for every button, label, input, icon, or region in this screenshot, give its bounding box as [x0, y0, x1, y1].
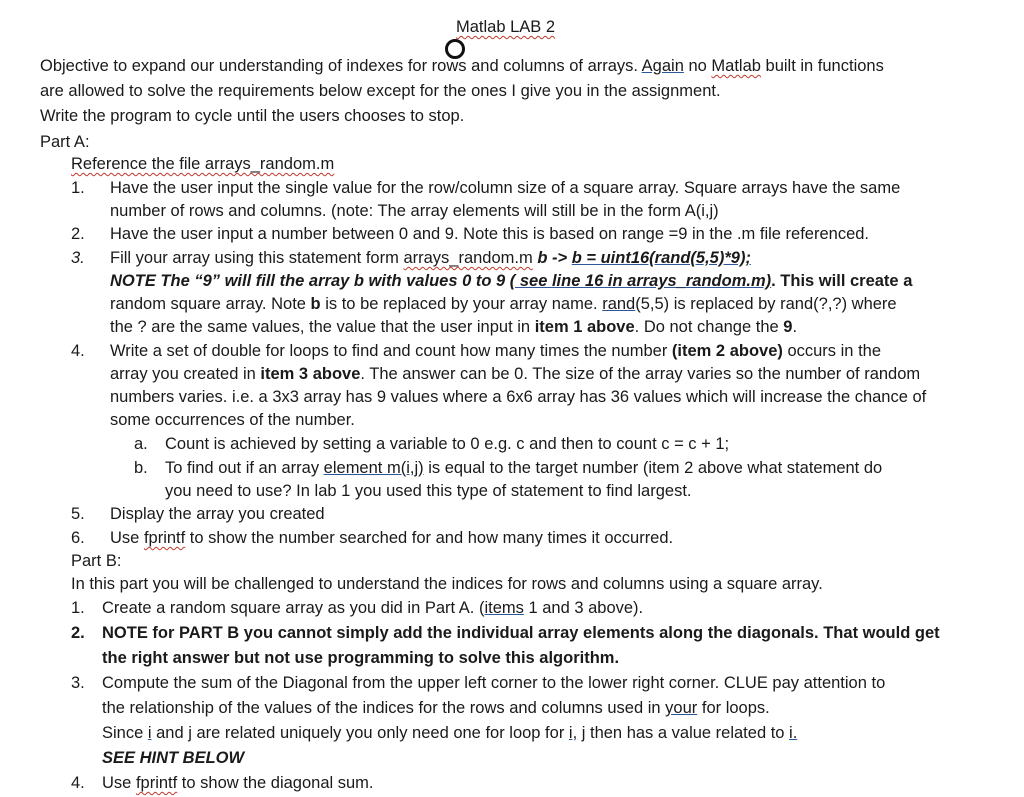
part-b-item-2-line-2: the right answer but not use programming to solve this algorithm.	[102, 649, 620, 667]
item-3-line-3	[110, 293, 897, 315]
item-number: 4.	[71, 774, 85, 792]
item-3-text: (5,5) is replaced by rand(?,?) where	[635, 295, 897, 313]
part-a-heading: Part A:	[40, 133, 90, 151]
item-4-line-1	[110, 340, 881, 362]
rand-word: rand	[602, 295, 636, 313]
item-2-line: Have the user input a number between 0 and 9. Note this is based on range =9 in the .m file referenced.	[110, 225, 870, 243]
item-3-text: .	[792, 318, 798, 336]
subitem-a-line: Count is achieved by setting a variable to 0 e.g. c and then to count c = c + 1;	[165, 435, 730, 453]
item-3-text: . Do not change the	[634, 318, 784, 336]
item-number: 3.	[71, 249, 85, 267]
part-b-text: the relationship of the values of the indices for the rows and columns used in	[102, 699, 666, 717]
part-b-item-1	[102, 597, 643, 619]
your-word: your	[665, 699, 698, 717]
note-text: NOTE The “9” will fill the array b with values 0 to 9	[110, 272, 510, 290]
item-6-line	[110, 527, 673, 549]
fprintf-word: fprintf	[143, 529, 186, 547]
item-3-line-4	[110, 316, 797, 338]
item-6-text: Use	[110, 529, 144, 547]
array-b: b	[310, 295, 321, 313]
item-4-text: . The answer can be 0. The size of the array varies so the number of random	[360, 365, 921, 383]
item-4-line-3: numbers varies. i.e. a 3x3 array has 9 values where a 6x6 array has 36 values which will increase the chance of	[110, 388, 927, 406]
item-number: 3.	[71, 674, 85, 692]
item-4-line-2	[110, 363, 920, 385]
item-3-text: b ->	[532, 249, 572, 267]
item-4-text: occurs in the	[782, 342, 882, 360]
part-b-intro: In this part you will be challenged to understand the indices for rows and columns using a square array.	[71, 575, 823, 593]
element-ref: element m(i,j)	[323, 459, 424, 477]
index-i: i,	[568, 724, 578, 742]
subitem-b-text: is equal to the target number (item 2 above what statement do	[423, 459, 883, 477]
item-3-line-1	[110, 247, 751, 269]
item-number: 2.	[71, 624, 85, 642]
item-number: 1.	[71, 599, 85, 617]
item-number: 2.	[71, 225, 85, 243]
item-ref: item 3 above	[260, 365, 361, 383]
part-b-text: j then has a value related to	[577, 724, 790, 742]
fprintf-word: fprintf	[135, 774, 178, 792]
item-3-text: the ? are the same values, the value that the user input in	[110, 318, 535, 336]
item-3-text: random square array. Note	[110, 295, 311, 313]
file-name: arrays_random.m	[403, 249, 533, 267]
item-ref: item 1 above	[534, 318, 635, 336]
item-3-text: is to be replaced by your array name.	[320, 295, 603, 313]
part-b-item-3-line-1: Compute the sum of the Diagonal from the upper left corner to the lower right corner. CLUE pay attention to	[102, 674, 886, 692]
intro-text: built in functions	[760, 57, 884, 75]
index-i: i	[147, 724, 152, 742]
part-b-item-4	[102, 772, 374, 794]
item-number: 6.	[71, 529, 85, 547]
subitem-b-text: To find out if an array	[165, 459, 324, 477]
nine-value: 9	[783, 318, 793, 336]
intro-line-3: Write the program to cycle until the users chooses to stop.	[40, 107, 465, 125]
subitem-letter: b.	[134, 459, 148, 477]
intro-text: no	[683, 57, 712, 75]
item-ref: (item 2 above)	[671, 342, 783, 360]
item-5-line: Display the array you created	[110, 505, 325, 523]
part-b-item-2-line-1: NOTE for PART B you cannot simply add the individual array elements along the diagonals. That would get	[102, 624, 940, 642]
part-b-text: to show the diagonal sum.	[177, 774, 374, 792]
item-4-text: array you created in	[110, 365, 261, 383]
intro-line-1	[40, 55, 884, 77]
part-b-item-3-line-2	[102, 697, 770, 719]
item-6-text: to show the number searched for and how many times it occurred.	[185, 529, 674, 547]
part-b-text: Use	[102, 774, 136, 792]
part-b-heading: Part B:	[71, 552, 122, 570]
item-4-line-4: some occurrences of the number.	[110, 411, 355, 429]
item-number: 1.	[71, 179, 85, 197]
subitem-b-line-2: you need to use? In lab 1 you used this type of statement to find largest.	[165, 482, 692, 500]
hint-line: SEE HINT BELOW	[102, 749, 245, 767]
index-i: i.	[789, 724, 798, 742]
item-number: 5.	[71, 505, 85, 523]
items-word: items	[484, 599, 524, 617]
item-3-text: Fill your array using this statement form	[110, 249, 404, 267]
intro-text: Objective to expand our understanding of indexes for rows and columns of arrays.	[40, 57, 642, 75]
reference-text: Reference the file arrays_random.m	[71, 155, 335, 173]
code-statement: b = uint16(rand(5,5)*9);	[571, 249, 751, 267]
item-number: 4.	[71, 342, 85, 360]
part-b-text: Since	[102, 724, 148, 742]
note-ref: ( see line 16 in arrays_random.m)	[509, 272, 772, 290]
part-b-text: Create a random square array as you did in Part A. (	[102, 599, 485, 617]
item-1-line-2: number of rows and columns. (note: The array elements will still be in the form A(i,j)	[110, 202, 719, 220]
part-b-item-3-line-3	[102, 722, 797, 744]
matlab-word: Matlab	[711, 57, 761, 75]
item-1-line-1: Have the user input the single value for the row/column size of a square array. Square arrays have the same	[110, 179, 901, 197]
part-b-text: for loops.	[697, 699, 770, 717]
note-text: . This will create a	[771, 272, 913, 290]
subitem-letter: a.	[134, 435, 148, 453]
reference-line	[71, 153, 334, 175]
again-word: Again	[641, 57, 684, 75]
item-3-line-2	[110, 270, 912, 292]
subitem-b-line-1	[165, 457, 882, 479]
item-4-text: Write a set of double for loops to find and count how many times the number	[110, 342, 672, 360]
part-b-text: 1 and 3 above).	[523, 599, 644, 617]
page-title: Matlab LAB 2	[456, 18, 556, 36]
intro-line-2: are allowed to solve the requirements below except for the ones I give you in the assignment.	[40, 82, 721, 100]
part-b-text: and j are related uniquely you only need one for loop for	[151, 724, 569, 742]
